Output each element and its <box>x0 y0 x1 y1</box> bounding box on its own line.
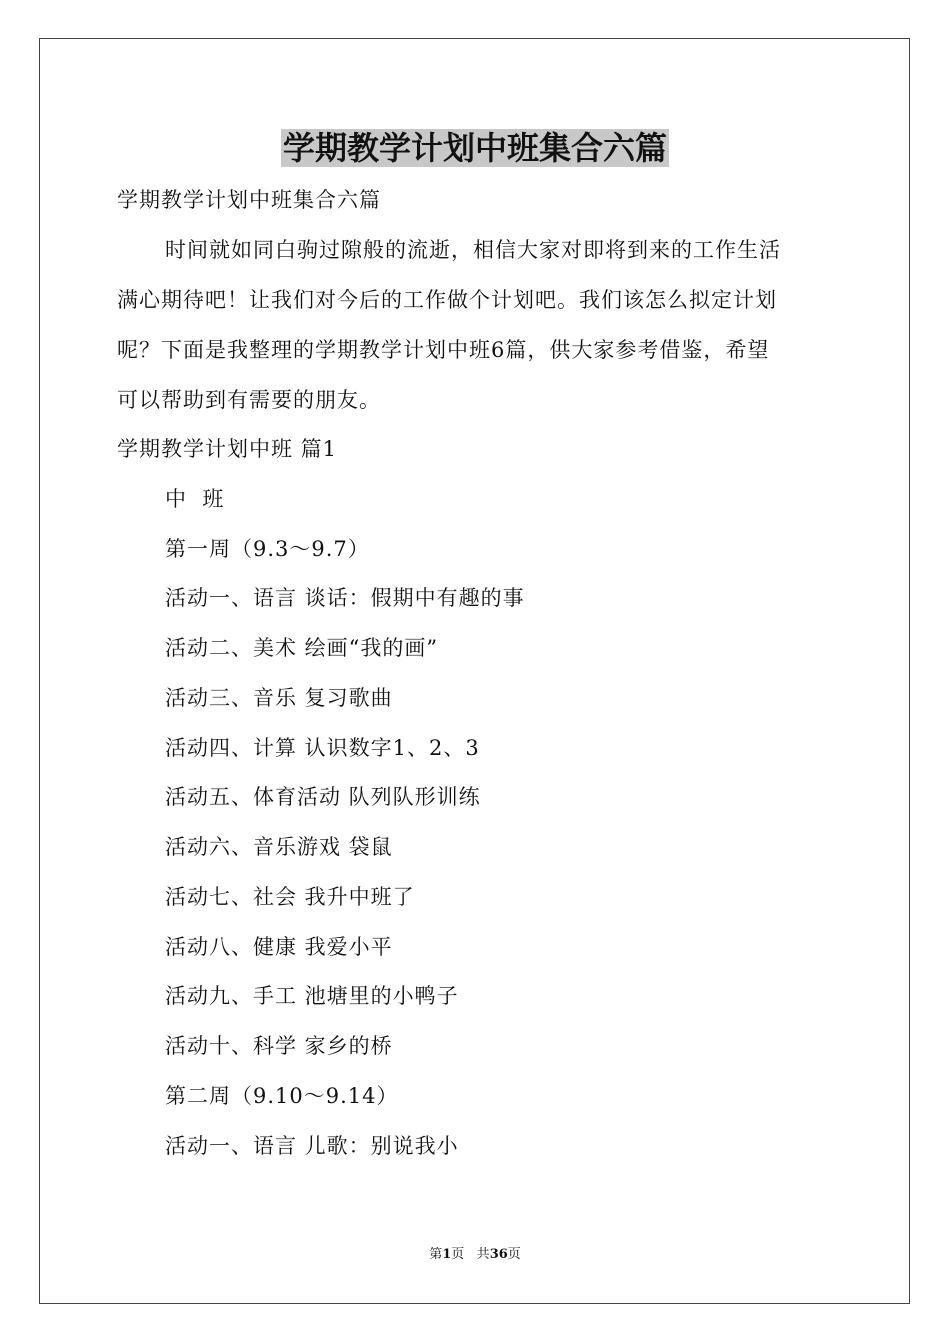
week1-label: 第一周（9.3～9.7） <box>165 537 370 561</box>
week1-activity-7: 活动七、社会 我升中班了 <box>165 885 415 909</box>
footer-total-pages: 36 <box>489 1247 508 1262</box>
footer-page-suffix: 页 <box>451 1247 465 1262</box>
intro-line-3: 呢？下面是我整理的学期教学计划中班6篇，供大家参考借鉴，希望 <box>117 338 770 362</box>
intro-line-1: 时间就如同白驹过隙般的流逝，相信大家对即将到来的工作生活 <box>165 238 781 262</box>
page-border <box>39 38 910 1304</box>
page-footer <box>0 1245 950 1265</box>
week1-activity-1: 活动一、语言 谈话：假期中有趣的事 <box>165 586 525 610</box>
class-label: 中 班 <box>165 487 225 511</box>
week1-activity-10: 活动十、科学 家乡的桥 <box>165 1034 393 1058</box>
footer-total-prefix: 共 <box>476 1247 490 1262</box>
week1-activity-4: 活动四、计算 认识数字1、2、3 <box>165 736 480 760</box>
footer-total-suffix: 页 <box>507 1247 521 1262</box>
document-subtitle: 学期教学计划中班集合六篇 <box>117 188 381 212</box>
week1-activity-8: 活动八、健康 我爱小平 <box>165 935 393 959</box>
footer-page-number: 1 <box>442 1247 452 1262</box>
intro-line-2: 满心期待吧！让我们对今后的工作做个计划吧。我们该怎么拟定计划 <box>117 288 777 312</box>
document-title <box>0 122 950 174</box>
week1-activity-2: 活动二、美术 绘画“我的画” <box>165 636 439 660</box>
week1-activity-3: 活动三、音乐 复习歌曲 <box>165 686 393 710</box>
section-heading: 学期教学计划中班 篇1 <box>117 437 338 461</box>
week1-activity-5: 活动五、体育活动 队列队形训练 <box>165 785 481 809</box>
document-title-text: 学期教学计划中班集合六篇 <box>282 129 667 167</box>
week2-activity-1: 活动一、语言 儿歌：别说我小 <box>165 1134 459 1158</box>
week1-activity-9: 活动九、手工 池塘里的小鸭子 <box>165 984 459 1008</box>
footer-page-prefix: 第 <box>429 1247 443 1262</box>
week2-label: 第二周（9.10～9.14） <box>165 1084 399 1108</box>
intro-line-4: 可以帮助到有需要的朋友。 <box>117 388 381 412</box>
week1-activity-6: 活动六、音乐游戏 袋鼠 <box>165 835 393 859</box>
